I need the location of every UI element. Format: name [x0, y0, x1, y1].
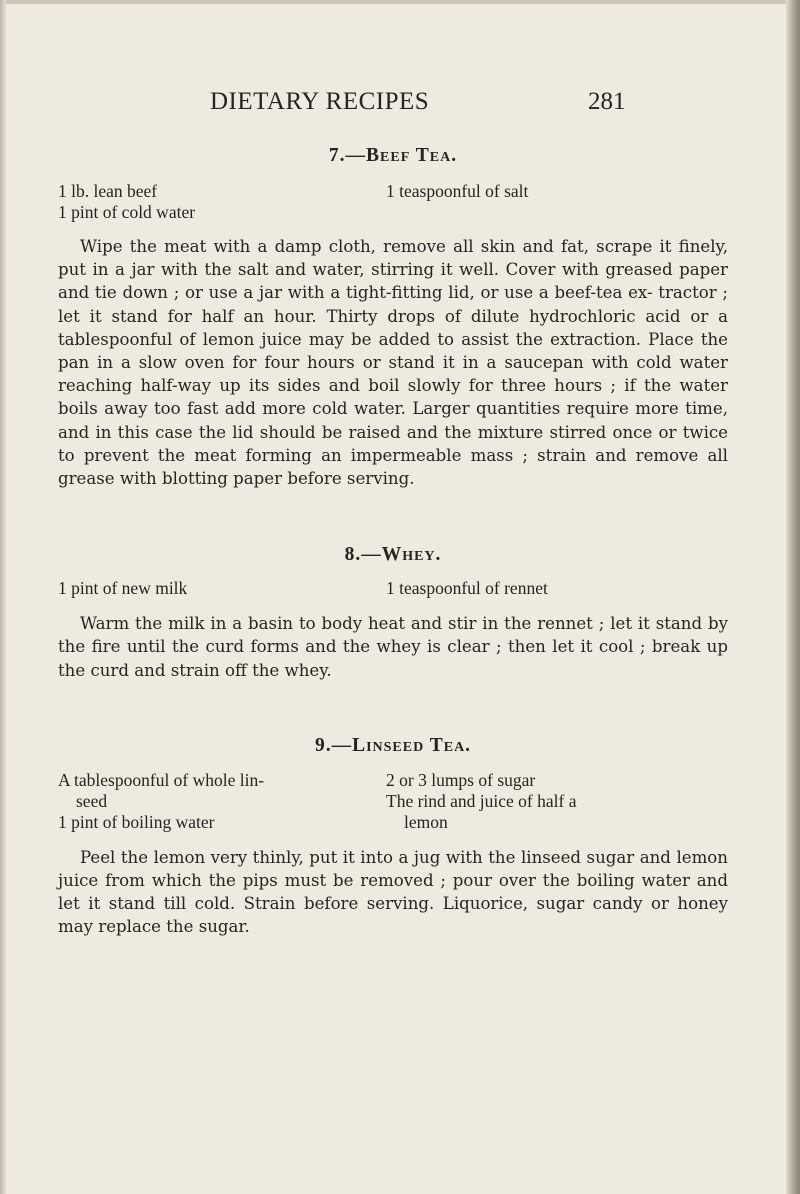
page-edge-top [0, 0, 800, 4]
ingredient-item-continuation: lemon [404, 811, 448, 832]
recipe-beef-tea [58, 145, 728, 490]
ingredient-item: 1 lb. lean beef [58, 181, 158, 201]
ingredient-item: 1 pint of new milk [58, 578, 188, 599]
page-content [58, 145, 728, 939]
ingredient-column-left [58, 181, 386, 223]
ingredient-item: 1 pint of boiling water [58, 811, 215, 832]
recipe-number: 7. [328, 145, 346, 166]
ingredient-item-continuation: seed [76, 790, 108, 811]
recipe-number: 9. [314, 734, 332, 756]
recipe-whey [58, 544, 728, 682]
ingredient-column-left [58, 770, 386, 833]
ingredient-item: A tablespoonful of whole lin- [58, 769, 265, 790]
ingredient-item: The rind and juice of half a [386, 790, 577, 811]
recipe-name: Whey. [381, 544, 442, 566]
ingredient-item: 1 pint of cold water [58, 202, 196, 222]
ingredient-column-right [386, 181, 728, 223]
recipe-title: 8.—Whey. [344, 544, 442, 566]
recipe-name: Beef Tea. [366, 145, 458, 166]
recipe-title: 7.—Beef Tea. [328, 145, 458, 166]
recipe-method: Peel the lemon very thinly, put it into a jug with the linseed sugar and lemon juice from which the pips must be removed ; pour over the boiling water and let it stand till cold. Strain before serving. Liquorice, sugar candy or honey may replace the sugar. [58, 847, 728, 937]
page-number: 281 [588, 88, 626, 115]
recipe-method: Wipe the meat with a damp cloth, remove all skin and fat, scrape it finely, put in a jar with the salt and water, stirring it well. Cover with greased paper and tie down ; or use a jar with a tight-fitting lid, or use a beef-tea ex- tractor ; let it stand for half an hour. Thirty drops of dilute hydrochloric acid or a tablespoonful of lemon juice may be added to assist the extraction. Place the pan in a slow oven for four hours or stand it in a saucepan with cold water reaching half-way up its sides and boil slowly for three hours ; if the water boils away too fast add more cold water. Larger quantities require more time, and in this case the lid should be raised and the mixture stirred once or twice to prevent the meat forming an impermeable mass ; strain and remove all grease with blotting paper before serving. [58, 237, 728, 489]
ingredient-item: 2 or 3 lumps of sugar [386, 769, 536, 790]
ingredient-list [58, 578, 728, 599]
recipe-name: Linseed Tea. [352, 734, 472, 756]
page-edge-right [786, 0, 800, 1194]
recipe-method: Warm the milk in a basin to body heat and stir in the rennet ; let it stand by the fire until the curd forms and the whey is clear ; then let it cool ; break up the curd and strain off the whey. [58, 614, 728, 680]
ingredient-column-right [386, 770, 728, 833]
page-edge-left [0, 0, 6, 1194]
ingredient-item: 1 teaspoonful of salt [386, 181, 529, 201]
ingredient-column-right [386, 578, 728, 599]
ingredient-column-left [58, 578, 386, 599]
running-title: DIETARY RECIPES [210, 88, 430, 115]
recipe-number: 8. [344, 544, 362, 566]
recipe-title: 9.—Linseed Tea. [314, 734, 472, 756]
page-header [0, 88, 800, 128]
recipe-linseed-tea [58, 735, 728, 939]
ingredient-list [58, 181, 728, 223]
ingredient-list [58, 770, 728, 833]
ingredient-item: 1 teaspoonful of rennet [386, 578, 548, 599]
